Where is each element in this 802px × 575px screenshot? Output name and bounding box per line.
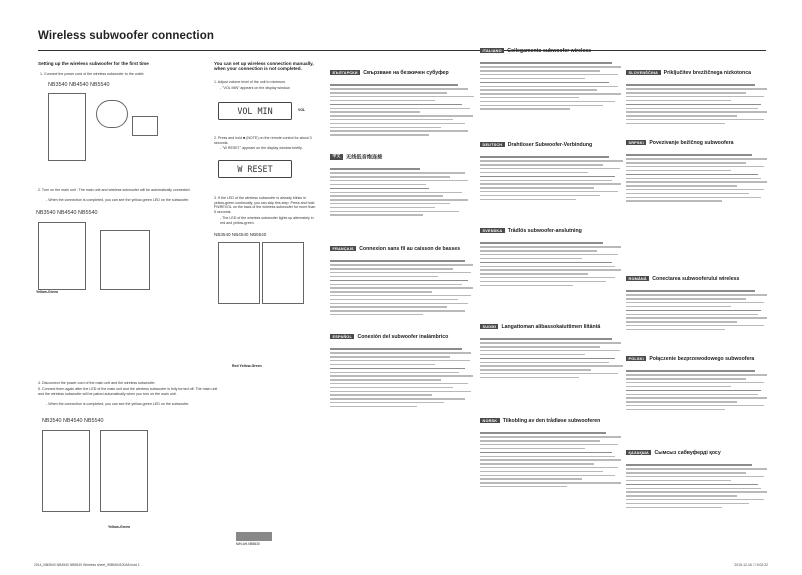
section-title: Langattoman alibassokaiuttimen liitäntä [501,323,601,330]
section-swedish [480,222,630,288]
section-title: Połączenie bezprzewodowego subwoofera [649,355,755,362]
section-body [480,432,630,487]
section-title: Povezivanje bežičnog subwoofera [649,139,734,146]
section-tag: DEUTSCH [480,142,505,147]
callout-red-yellow-green: Red Yellow-Green [232,364,262,368]
outlet-illustration [132,116,158,136]
step-3-note: - The LED of the wireless subwoofer lights up alternately in red and yellow-green. [220,216,314,225]
callout-vol: VOL [298,108,306,112]
section-title: Priključitev brezžičnega nizkotonca [663,69,751,76]
section-tag: POLSKI [626,356,646,361]
manual-step-1: 1. Adjust volume level of the unit to minimum. [214,80,287,84]
section-german [480,136,630,202]
section-french [330,240,480,318]
section-tag: NORSK [480,418,500,423]
section-body [626,464,776,508]
subwoofer-back-1 [218,242,260,304]
section-title: Свързване на безжичен субуфер [363,69,449,76]
step-2: 2. Turn on the main unit : The main unit and wireless subwoofer will be automatically connected. [38,188,191,192]
setup-heading: Setting up the wireless subwoofer for the first time [38,61,149,66]
section-tag: SUOMI [480,324,498,329]
section-finnish [480,318,630,381]
section-tag: ROMÂNĂ [626,276,649,281]
model-label-2: NB3540 NB4540 NB5540 [36,210,98,216]
section-title: Сымсыз сабвуферді қосу [654,449,721,456]
section-kazakh [626,444,776,510]
section-body [626,84,776,124]
section-italian [480,42,630,112]
section-title: 无线低音炮连接 [346,154,383,161]
step-2-note: - When the connection is completed, you can see the yellow-green LED on the subwoofer. [46,198,190,202]
model-label-1: NB3540 NB4540 NB5540 [48,82,110,88]
manual-step-1-note: - "VOL MIN" appears on the display window. [220,86,291,90]
section-body [480,338,630,378]
section-body [330,260,480,315]
model-label-3: NB3540 NB4540 NB5540 [214,232,267,237]
main-unit-illustration-2 [100,430,148,512]
callout-yellow-green-1: Yellow-Green [36,290,59,294]
section-tag: 中文 [330,154,343,160]
section-body [480,62,630,109]
section-tag: SRPSKI [626,140,646,145]
document-title: Wireless subwoofer connection [38,30,214,42]
section-tag: ITALIANO [480,48,504,53]
main-unit-illustration [100,230,150,290]
callout-yellow-green-2: Yellow-Green [108,525,131,529]
manual-heading: You can set up wireless connection manually, when your connection is not completed. [214,61,314,72]
section-spanish [330,328,480,409]
barcode [236,532,272,541]
manual-step-2: 2. Press and hold ■ (NOTE) on the remote control for about 3 seconds. [214,136,312,145]
section-polish [626,350,776,413]
section-body [330,168,480,215]
section-title: Collegamento subwoofer wireless [507,47,592,54]
display-vol-min: VOL MIN [218,102,292,120]
section-body [480,242,630,286]
subwoofer-illustration-3 [42,430,90,512]
display-w-reset: W RESET [218,160,292,178]
section-tag: ҚАЗАҚША [626,450,651,455]
subwoofer-back-2 [262,242,304,304]
step-5-note: - When the connection is completed, you can see the yellow-green LED on the subwoofer. [46,402,190,406]
barcode-text: M/N:AH-NB5630 [236,542,260,546]
section-body [330,348,480,407]
manual-step-2-note: - "W RESET" appears on the display window briefly. [220,146,303,150]
section-title: Conexión del subwoofer inalámbrico [357,333,449,340]
subwoofer-illustration-1 [48,93,86,161]
step-3: 3. If the LED of the wireless subwoofer is already blinks in yellow-green continually, you can skip this step. Press and hold FN/REVOL on the back of the wireless subwoofer for more than 5 seconds. [214,196,316,214]
step-5: 5. Connect them again after the LED of the main unit and the wireless subwoofer is fully turned off. The main unit and the wireless subwoofer will be paired automatically when you turn on the main unit. [38,387,218,396]
section-tag: SVENSKA [480,228,505,233]
section-body [330,84,480,135]
section-norwegian [480,412,630,490]
section-bulgarian [330,64,480,138]
subwoofer-illustration-2 [38,222,86,290]
section-chinese [330,148,480,218]
section-tag: SLOVENŠČINA [626,70,661,75]
footer-date: 2015-12-16 ☐ 9:02:22 [734,563,768,567]
plug-illustration [96,100,128,128]
section-romanian [626,270,776,333]
section-body [626,370,776,410]
section-body [626,154,776,201]
title-rule [38,50,766,51]
model-label-4: NB3540 NB4540 NB5540 [42,418,104,424]
section-tag: ESPAÑOL [330,334,354,339]
section-title: Connexion sans fil au caisson de basses [359,245,461,252]
section-serbian [626,134,776,204]
section-title: Tilkobling av den trådløse subwooferen [502,417,601,424]
step-1: 1. Connect the power cord of the wireless subwoofer to the outlet. [40,72,145,76]
step-4: 4. Disconnect the power cord of the main unit and the wireless subwoofer. [38,381,156,385]
section-body [480,156,630,200]
footer-file: 2014_NB3540 NB4540 NB5540 Wireless sheet_99BM54100A8.indd 1 [34,563,140,567]
section-title: Conectarea subwooferului wireless [652,275,740,282]
section-slovenian [626,64,776,127]
section-tag: БЪЛГАРСКИ [330,70,360,75]
section-title: Drahtloser Subwoofer-Verbindung [507,141,593,148]
section-body [626,290,776,330]
section-tag: FRANÇAIS [330,246,356,251]
section-title: Trådlös subwoofer-anslutning [507,227,582,234]
